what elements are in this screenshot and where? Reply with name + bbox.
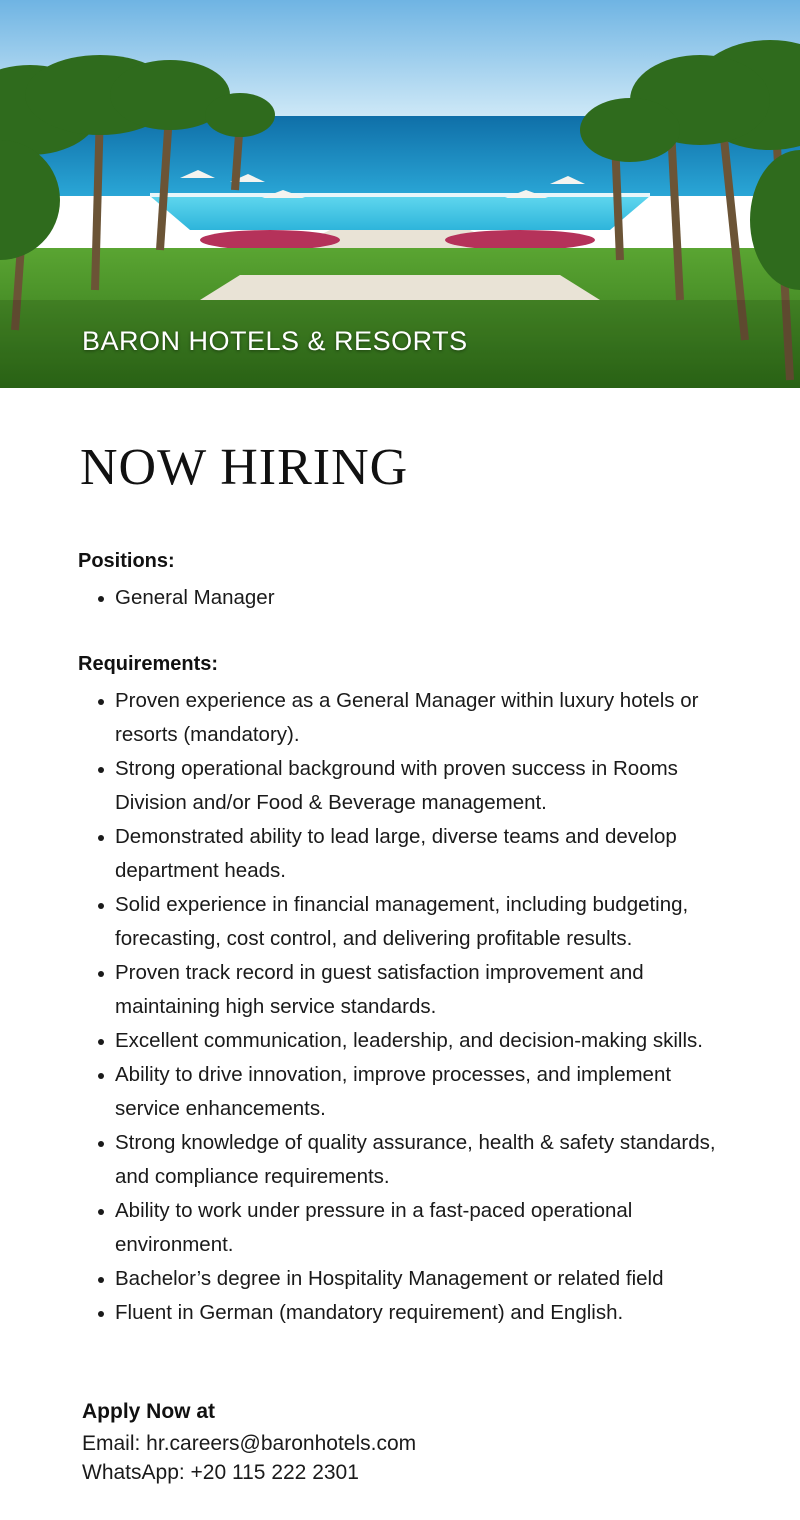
bullet-icon — [98, 1209, 104, 1215]
bullet-icon — [98, 596, 104, 602]
list-item — [98, 581, 738, 615]
page-title: NOW HIRING — [80, 439, 409, 496]
requirement-text: Strong operational background with proven success in Rooms Division and/or Food & Beverage management. — [115, 757, 678, 814]
list-item — [98, 1024, 738, 1058]
bullet-icon — [98, 1277, 104, 1283]
positions-label: Positions: — [78, 550, 175, 572]
positions-list — [98, 581, 738, 615]
requirements-list — [98, 684, 738, 1330]
requirement-text: Demonstrated ability to lead large, diverse teams and develop department heads. — [115, 825, 677, 882]
requirement-text: Strong knowledge of quality assurance, health & safety standards, and compliance requirements. — [115, 1131, 716, 1188]
requirement-text: Proven experience as a General Manager within luxury hotels or resorts (mandatory). — [115, 689, 699, 746]
list-item — [98, 820, 738, 888]
requirement-text: Bachelor’s degree in Hospitality Management or related field — [115, 1267, 664, 1290]
apply-label: Apply Now at — [82, 1400, 216, 1423]
position-text: General Manager — [115, 586, 275, 609]
bullet-icon — [98, 971, 104, 977]
email-contact[interactable]: Email: hr.careers@baronhotels.com — [82, 1432, 417, 1455]
hero-banner — [0, 0, 800, 388]
list-item — [98, 1058, 738, 1126]
bullet-icon — [98, 767, 104, 773]
requirement-text: Excellent communication, leadership, and decision-making skills. — [115, 1029, 703, 1052]
bullet-icon — [98, 699, 104, 705]
list-item — [98, 1296, 738, 1330]
brand-name: BARON HOTELS & RESORTS — [82, 326, 468, 356]
list-item — [98, 1126, 738, 1194]
list-item — [98, 888, 738, 956]
list-item — [98, 1194, 738, 1262]
requirement-text: Ability to work under pressure in a fast-paced operational environment. — [115, 1199, 633, 1256]
bullet-icon — [98, 1311, 104, 1317]
requirement-text: Proven track record in guest satisfaction improvement and maintaining high service standards. — [115, 961, 644, 1018]
list-item — [98, 752, 738, 820]
requirements-label: Requirements: — [78, 653, 219, 675]
bullet-icon — [98, 835, 104, 841]
requirement-text: Solid experience in financial management, including budgeting, forecasting, cost control, and delivering profitable results. — [115, 893, 689, 950]
bullet-icon — [98, 903, 104, 909]
whatsapp-contact[interactable]: WhatsApp: +20 115 222 2301 — [82, 1461, 359, 1484]
list-item — [98, 1262, 738, 1296]
requirement-text: Fluent in German (mandatory requirement) and English. — [115, 1301, 624, 1324]
bullet-icon — [98, 1039, 104, 1045]
list-item — [98, 684, 738, 752]
list-item — [98, 956, 738, 1024]
requirement-text: Ability to drive innovation, improve processes, and implement service enhancements. — [115, 1063, 672, 1120]
bullet-icon — [98, 1073, 104, 1079]
bullet-icon — [98, 1141, 104, 1147]
